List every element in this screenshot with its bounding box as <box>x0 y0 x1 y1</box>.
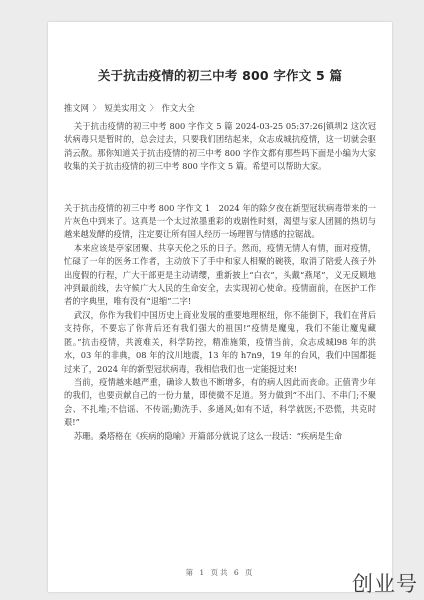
breadcrumb-item[interactable]: 短美实用文 <box>104 103 146 113</box>
breadcrumb-item[interactable]: 推文网 <box>64 103 89 113</box>
article-body <box>64 120 376 443</box>
page-title: 关于抗击疫情的初三中考 800 字作文 5 篇 <box>97 68 343 83</box>
breadcrumb-separator: 〉 <box>149 103 158 113</box>
body-paragraph: 苏珊。桑塔格在《疾病的隐喻》开篇部分就说了这么一段话：“疾病是生命 <box>73 430 343 441</box>
document-page <box>48 22 392 592</box>
watermark: 创业号 <box>352 572 418 596</box>
body-paragraph: 当前，疫情越来越严重，确诊人数也不断增多，有的病人因此而丧命。正值青少年的我们，也要贡献自己的一份力量，即使微不足道。努力做到“不出门、不串门;不聚会、不扎堆;不信谣、不传谣;勤洗手、多通风;如有不适，科学就医;不恐慌，共克时艰!” <box>64 376 376 428</box>
intro-paragraph: 关于抗击疫情的初三中考 800 字作文 5 篇 2024-03-25 05:37:26|镇圳2 这次冠状病毒只是暂时的，总会过去，只要我们团结起来，众志成城抗疫情，这一切就会驱消云散。那你知道关于抗击疫情的初三中考 800 字作文都有那些吗下面是小编为大家收集的关于抗击疫情的初三中考 800 字作文 5 篇。希望可以帮助大家。 <box>64 121 376 172</box>
body-paragraph: 武汉，你作为我们中国历史上商业发展的重要地理枢纽，你不能倒下，我们在背后支持你，不要忘了你背后还有我们强大的祖国!“疫情是魔鬼，我们不能让魔鬼藏匿。”抗击疫情，共渡难关，科学防控，精准施策，疫情当前，众志成城l98 年的洪水，03 年的非典，08 年的汶川地震，13 年的 h7n9，19 年的台风，我们中国都挺过来了，2024 年的新型冠状病毒，我相信我们也一定能挺过来! <box>64 309 376 374</box>
body-paragraph: 关于抗击疫情的初三中考 800 字作文 1 2024 年的除夕夜在新型冠状病毒带来的一片灰色中到来了。这真是一个太过浓墨重彩的戏剧性时刻，渴望与家人团圆的热切与越来越发酵的疫情，注定要让所有国人经历一场理智与情感的拉锯战。 <box>64 202 376 240</box>
breadcrumb-separator: 〉 <box>92 103 101 113</box>
body-paragraph: 本来应该是亭家团聚、共享天伦之乐的日子。然而，疫情无情人有情，面对疫情，忙碌了一年的医务工作者，主动放下了手中和家人相聚的碗筷，取消了陪爱人孩子外出度假的行程，广大干部更是主动请缨，重新披上“白衣”，头戴“燕尾”，义无反顾地冲到最前线，去守候广大人民的生命安全，去实现初心使命。疫情面前，在医护工作者的字典里，唯有没有“退缩”二字! <box>64 242 376 307</box>
breadcrumb-item[interactable]: 作文大全 <box>161 103 195 113</box>
breadcrumb <box>64 102 195 114</box>
page-number: 第 1 页共 6 页 <box>185 568 255 577</box>
